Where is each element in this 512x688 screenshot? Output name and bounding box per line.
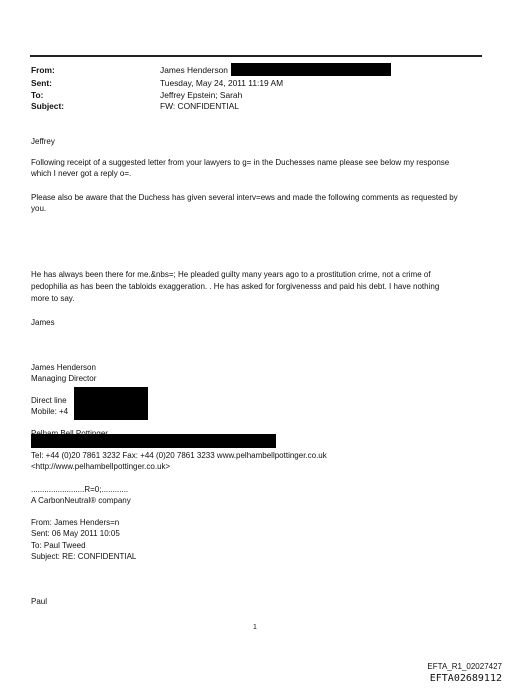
subject-value: FW: CONFIDENTIAL — [160, 101, 239, 111]
greeting: Jeffrey — [31, 137, 55, 146]
redaction-box — [74, 387, 148, 420]
forwarded-greeting: Paul — [31, 597, 48, 606]
bates-number-small: EFTA_R1_02027427 — [427, 662, 502, 671]
forwarded-to: To: Paul Tweed — [31, 541, 86, 550]
from-label: From: — [31, 65, 55, 75]
signature-mobile: Mobile: +4 — [31, 407, 69, 416]
sent-value: Tuesday, May 24, 2011 11:19 AM — [160, 78, 284, 88]
body-paragraph-1-line-2: which I never got a reply o=. — [31, 169, 132, 178]
subject-label: Subject: — [31, 101, 65, 111]
signature-tel-fax: Tel: +44 (0)20 7861 3232 Fax: +44 (0)20 7861 3233 www.pelhambellpottinger.co.uk — [31, 451, 327, 460]
forwarded-from: From: James Henders=n — [31, 518, 120, 527]
signature-separator: ........................R=0;............ — [31, 485, 129, 494]
redaction-box — [31, 434, 276, 448]
signature-direct-line: Direct line — [31, 396, 67, 405]
quote-line-2: pedophilia as has been the tabloids exaggeration. . He has asked for forgivenesss and paid his debt. I have nothing — [31, 282, 440, 291]
to-value: Jeffrey Epstein; Sarah — [160, 90, 243, 100]
body-paragraph-2-line-2: you. — [31, 204, 47, 213]
signature-name: James Henderson — [31, 363, 96, 372]
redaction-box — [231, 63, 391, 76]
signature-title: Managing Director — [31, 374, 97, 383]
body-paragraph-2-line-1: Please also be aware that the Duchess has given several interv=ews and made the following comments as requested by — [31, 193, 458, 202]
forwarded-sent: Sent: 06 May 2011 10:05 — [31, 529, 120, 538]
header-rule — [30, 55, 482, 57]
from-value: James Henderson — [160, 65, 228, 75]
body-paragraph-1-line-1: Following receipt of a suggested letter from your lawyers to g= in the Duchesses name please see below my response — [31, 158, 450, 167]
forwarded-subject: Subject: RE: CONFIDENTIAL — [31, 552, 137, 561]
signoff: James — [31, 318, 55, 327]
signature-url: <http://www.pelhambellpottinger.co.uk> — [31, 462, 171, 471]
carbon-neutral-note: A CarbonNeutral® company — [31, 496, 131, 505]
page-number: 1 — [253, 624, 257, 631]
quote-line-3: more to say. — [31, 294, 75, 303]
to-label: To: — [31, 90, 44, 100]
bates-number-large: EFTA02689112 — [429, 673, 502, 684]
sent-label: Sent: — [31, 78, 52, 88]
quote-line-1: He has always been there for me.&nbs=; He pleaded guilty many years ago to a prostitution crime, not a crime of — [31, 270, 431, 279]
